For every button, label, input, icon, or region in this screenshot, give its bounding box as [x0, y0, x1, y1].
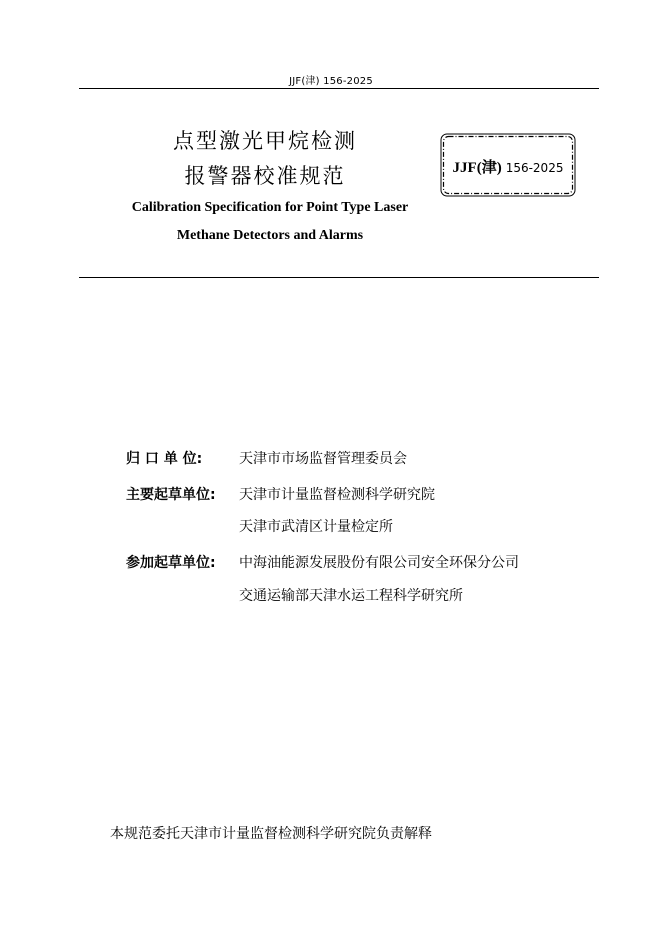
main-drafter-value-1: 天津市计量监督检测科学研究院	[239, 487, 435, 503]
responsible-unit-label: 归 口 单 位:	[126, 451, 203, 467]
interpretation-note: 本规范委托天津市计量监督检测科学研究院负责解释	[110, 826, 432, 842]
main-drafter-label: 主要起草单位:	[126, 487, 216, 503]
spec-code-prefix: JJF(津)	[452, 160, 502, 176]
participating-drafter-value-2: 交通运输部天津水运工程科学研究所	[239, 588, 463, 604]
responsible-unit-value: 天津市市场监督管理委员会	[239, 451, 407, 467]
title-cn-line2: 报警器校准规范	[184, 164, 346, 188]
running-header: JJF(津) 156-2025	[289, 76, 373, 87]
title-en-line2: Methane Detectors and Alarms	[176, 228, 364, 243]
participating-drafter-value-1: 中海油能源发展股份有限公司安全环保分公司	[239, 555, 519, 571]
spec-code-box	[439, 132, 577, 198]
spec-code-number: 156-2025	[505, 161, 564, 175]
title-en-line1: Calibration Specification for Point Type Laser	[131, 200, 409, 215]
participating-drafter-label: 参加起草单位:	[126, 555, 216, 571]
title-rule	[79, 277, 599, 278]
main-drafter-value-2: 天津市武清区计量检定所	[239, 519, 393, 535]
spec-code	[439, 156, 577, 177]
header-rule	[79, 88, 599, 89]
title-cn-line1: 点型激光甲烷检测	[173, 129, 357, 153]
